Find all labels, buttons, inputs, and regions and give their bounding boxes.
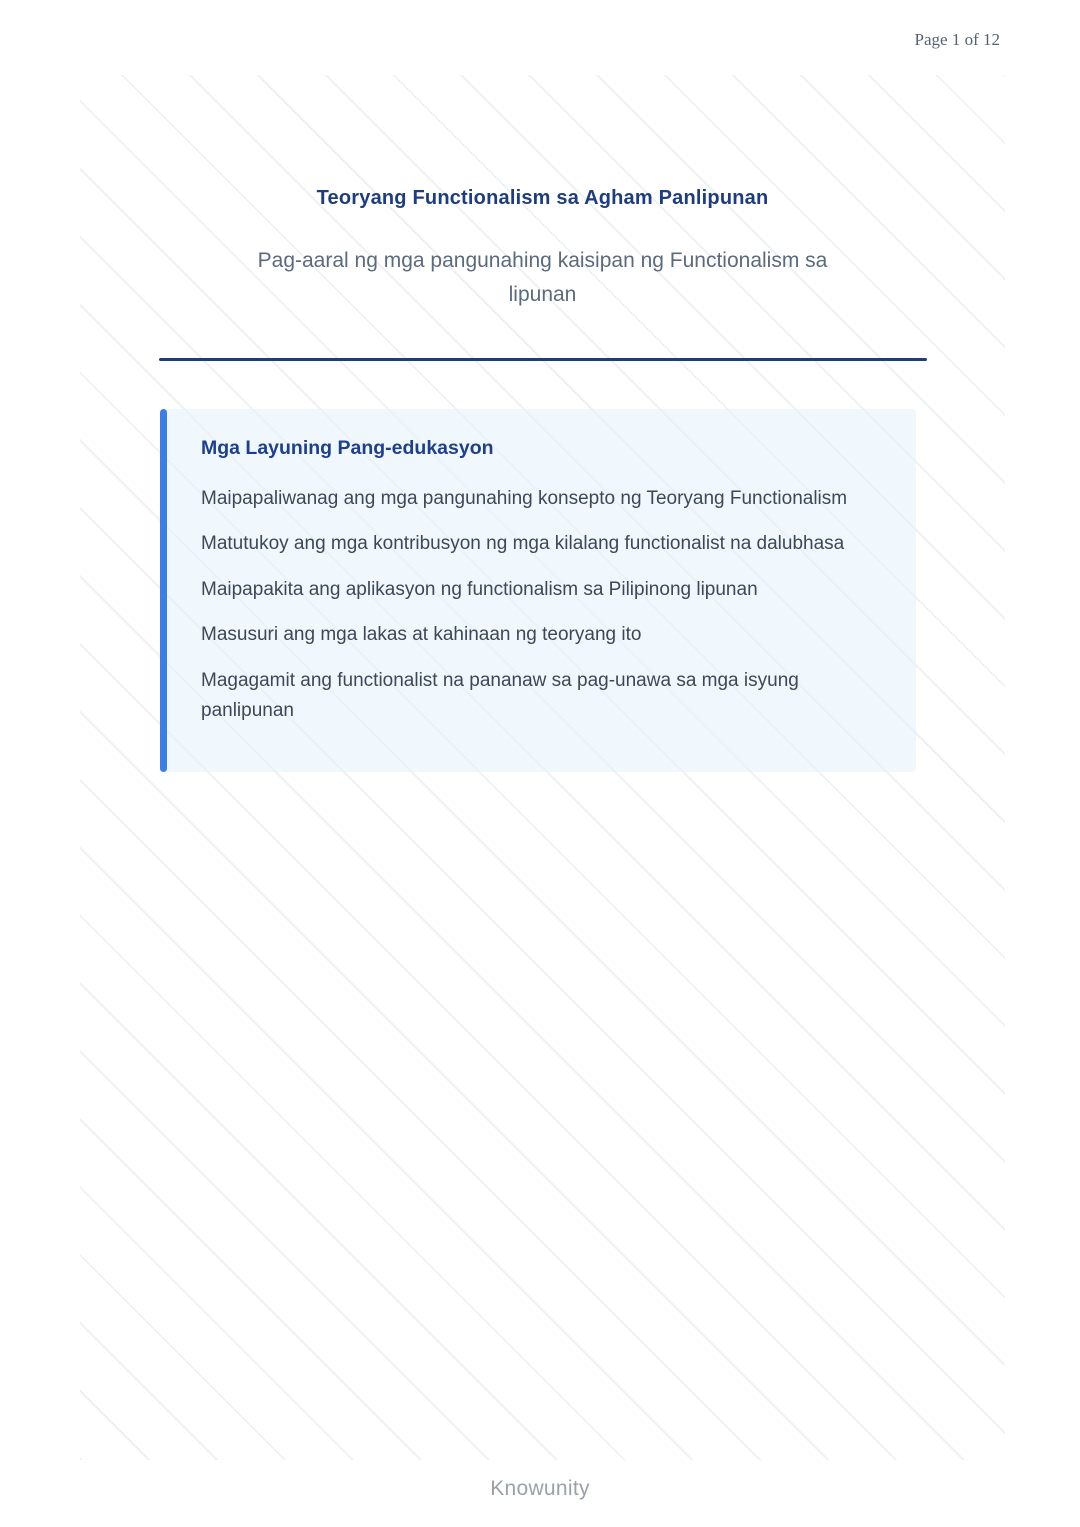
objectives-accent-bar [160, 409, 167, 772]
objectives-heading: Mga Layuning Pang-edukasyon [201, 437, 494, 460]
page-indicator: Page 1 of 12 [914, 30, 1000, 49]
footer-brand: Knowunity [490, 1477, 590, 1500]
objective-item: Maipapaliwanag ang mga pangunahing konsepto ng Teoryang Functionalism [201, 488, 848, 510]
document-title: Teoryang Functionalism sa Agham Panlipunan [316, 187, 769, 209]
objective-item: Magagamit ang functionalist na pananaw sa pag-unawa sa mga isyung panlipunan [201, 669, 799, 721]
objective-item: Maipapakita ang aplikasyon ng functionalism sa Pilipinong lipunan [201, 578, 758, 600]
objective-item: Masusuri ang mga lakas at kahinaan ng teoryang ito [201, 624, 642, 646]
title-divider [159, 358, 927, 361]
objective-item: Matutukoy ang mga kontribusyon ng mga kilalang functionalist na dalubhasa [201, 533, 845, 555]
document-page-background [80, 75, 1005, 1460]
objectives-box [160, 409, 916, 772]
document-subtitle: Pag-aaral ng mga pangunahing kaisipan ng Functionalism sa lipunan [257, 249, 828, 307]
